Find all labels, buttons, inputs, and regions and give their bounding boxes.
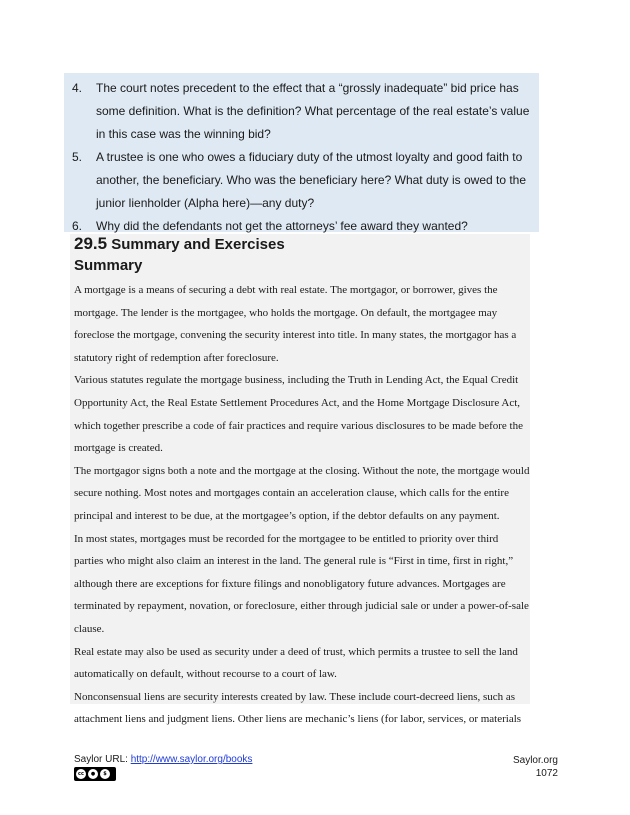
section-subtitle: Summary: [74, 257, 143, 274]
section-number: 29.5: [74, 234, 108, 253]
question-number: 4.: [72, 81, 83, 95]
discussion-questions-box: [64, 73, 539, 232]
paragraph: Nonconsensual liens are security interests created by law. These include court-decreed liens, such as attachment liens and judgment liens. Other liens are mechanic’s liens (for labor, services, or materials: [74, 690, 522, 726]
summary-body: [74, 279, 530, 731]
paragraph: Real estate may also be used as security under a deed of trust, which permits a trustee to sell the land automatically on default, without recourse to a court of law.: [74, 645, 518, 681]
question-number: 5.: [72, 150, 83, 164]
creative-commons-badge: [74, 767, 116, 781]
question-text: A trustee is one who owes a fiduciary duty of the utmost loyalty and good faith to another, the beneficiary. Who was the beneficiary here? What duty is owed to the junior lienholder (Alpha here)—any duty?: [96, 150, 527, 210]
footer-url-link[interactable]: http://www.saylor.org/books: [130, 754, 253, 765]
paragraph: Various statutes regulate the mortgage business, including the Truth in Lending Act, the Equal Credit Opportunity Act, the Real Estate Settlement Procedures Act, and the Home Mortgage Disclosure Act, which together prescribe a code of fair practices and require various disclosures to be made before the mortgage is created.: [74, 374, 523, 455]
nc-icon: $: [100, 769, 110, 779]
paragraph: In most states, mortgages must be recorded for the mortgagee to be entitled to priority over third parties who might also claim an interest in the land. The general rule is “First in time, first in right,” although there are exceptions for fixture filings and nonobligatory future advances. Mortgages are terminated by repayment, novation, or foreclosure, either through judicial sale or under a power-of-sale clause.: [74, 532, 529, 635]
footer-page-info: [513, 754, 558, 780]
paragraph: The mortgagor signs both a note and the mortgage at the closing. Without the note, the mortgage would secure nothing. Most notes and mortgages contain an acceleration clause, which calls for the entire principal and interest to be due, at the mortgagee’s option, if the debtor defaults on any payment.: [74, 464, 530, 522]
footer-source: [74, 754, 252, 765]
summary-section: [70, 234, 530, 726]
by-icon: ●: [88, 769, 98, 779]
cc-icon: cc: [76, 769, 86, 779]
question-item: [64, 77, 539, 146]
question-text: Why did the defendants not get the attorneys’ fee award they wanted?: [96, 219, 468, 233]
question-number: 6.: [72, 219, 83, 233]
footer-url-label: Saylor URL:: [74, 754, 131, 765]
section-heading: [74, 234, 285, 254]
section-title: Summary and Exercises: [111, 236, 285, 253]
question-item: [64, 146, 539, 215]
page-number: 1072: [535, 768, 558, 779]
question-text: The court notes precedent to the effect that a “grossly inadequate” bid price has some definition. What is the definition? What percentage of the real estate’s value in this case was the winning bid?: [96, 81, 530, 141]
footer-site: Saylor.org: [512, 755, 558, 766]
paragraph: A mortgage is a means of securing a debt with real estate. The mortgagor, or borrower, gives the mortgage. The lender is the mortgagee, who holds the mortgage. On default, the mortgagee may foreclose the mortgage, convening the security interest into title. In many states, the mortgagor has a statutory right of redemption after foreclosure.: [74, 284, 517, 364]
